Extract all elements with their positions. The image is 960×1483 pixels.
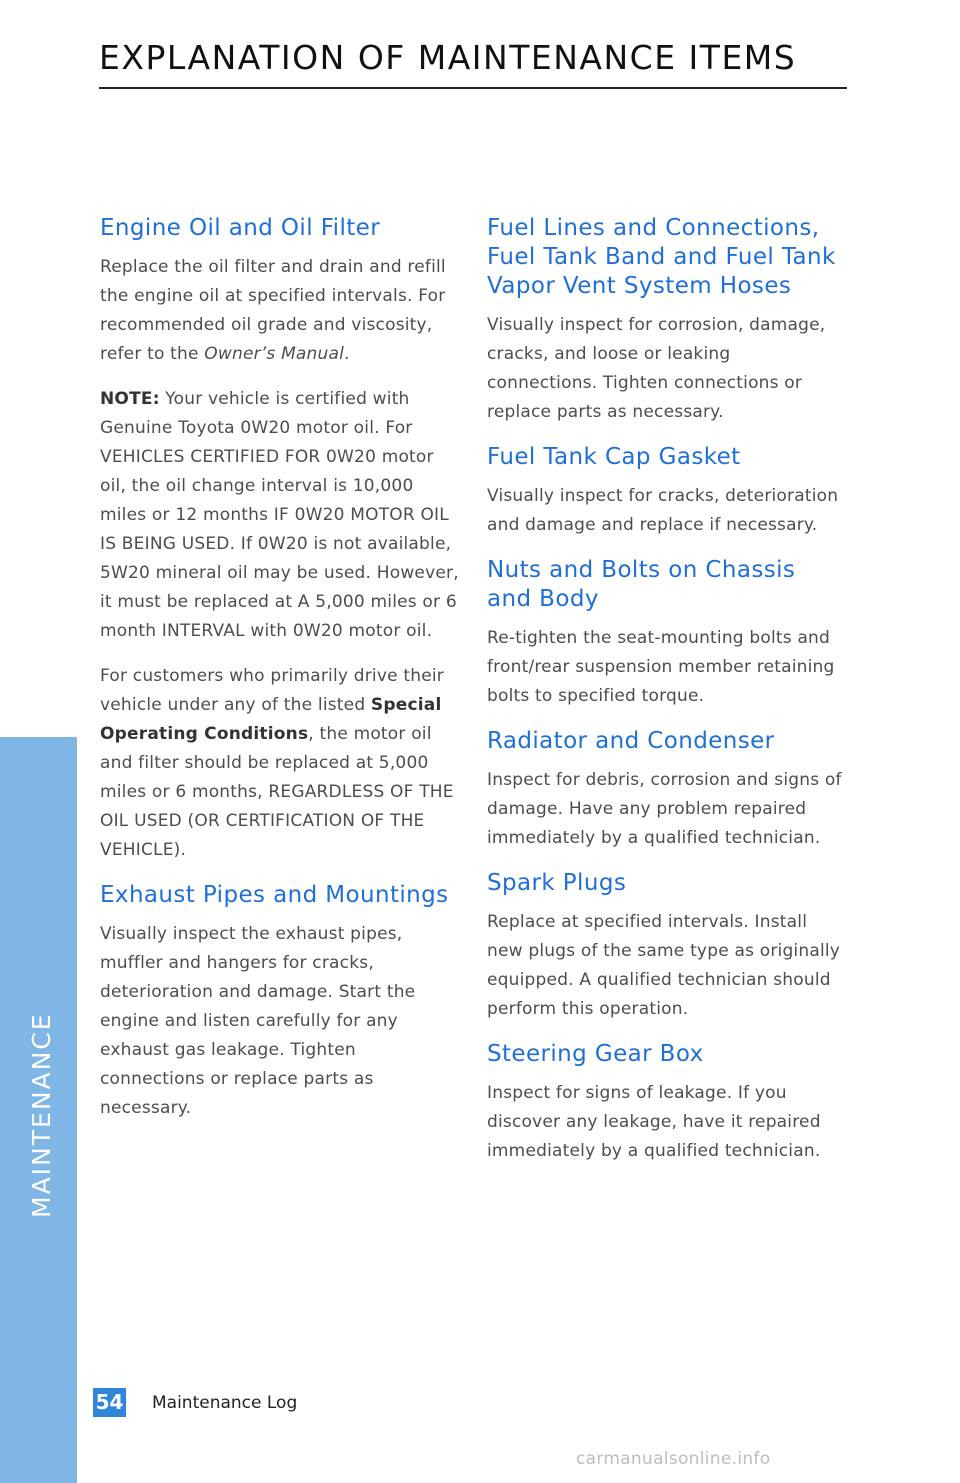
engine-oil-paragraph (100, 253, 462, 369)
special-conditions-text-b: , the motor oil and filter should be replaced at 5,000 miles or 6 months, REGARDLESS OF THE OIL USED (OR CERTIFICATION OF THE VEHICLE). (100, 724, 454, 860)
section-heading-radiator: Radiator and Condenser (487, 728, 775, 754)
owners-manual-reference: Owner’s Manual (204, 344, 345, 364)
section-heading-spark-plugs: Spark Plugs (487, 870, 627, 896)
section-heading-steering: Steering Gear Box (487, 1041, 704, 1067)
section-heading-engine-oil: Engine Oil and Oil Filter (100, 215, 381, 241)
section-heading-fuel-lines: Fuel Lines and Connections, Fuel Tank Band and Fuel Tank Vapor Vent System Hoses (487, 215, 836, 299)
steering-paragraph: Inspect for signs of leakage. If you discover any leakage, have it repaired immediately by a qualified technician. (487, 1083, 821, 1161)
special-conditions-text-a: For customers who primarily drive their vehicle under any of the listed (100, 666, 444, 715)
engine-oil-note (100, 385, 462, 646)
page-number-badge: 54 (93, 1388, 126, 1417)
note-text: Your vehicle is certified with Genuine Toyota 0W20 motor oil. For VEHICLES CERTIFIED FOR 0W20 motor oil, the oil change interval is 10,000 miles or 12 months IF 0W20 MOTOR OIL IS BEING USED. If 0W20 is not available, 5W20 mineral oil may be used. However, it must be replaced at A 5,000 miles or 6 month INTERVAL with 0W20 motor oil. (100, 389, 459, 641)
exhaust-paragraph: Visually inspect the exhaust pipes, muffler and hangers for cracks, deterioration and damage. Start the engine and listen carefully for any exhaust gas leakage. Tighten connections or replace parts as necessary. (100, 924, 416, 1118)
footer-label: Maintenance Log (152, 1393, 298, 1413)
radiator-paragraph: Inspect for debris, corrosion and signs of damage. Have any problem repaired immediately by a qualified technician. (487, 770, 842, 848)
section-spark-plugs (487, 869, 842, 1024)
section-heading-fuel-cap: Fuel Tank Cap Gasket (487, 444, 741, 470)
special-conditions-term: Special Operating Conditions (100, 695, 442, 744)
section-fuel-lines (487, 214, 842, 427)
nuts-bolts-paragraph: Re-tighten the seat-mounting bolts and front/rear suspension member retaining bolts to specified torque. (487, 628, 835, 706)
section-heading-exhaust: Exhaust Pipes and Mountings (100, 882, 449, 908)
special-conditions-paragraph (100, 662, 462, 865)
page-title: EXPLANATION OF MAINTENANCE ITEMS (99, 38, 797, 77)
spark-plugs-paragraph: Replace at specified intervals. Install new plugs of the same type as originally equipped. A qualified technician should perform this operation. (487, 912, 841, 1019)
section-fuel-cap (487, 443, 842, 540)
section-exhaust (100, 881, 462, 1123)
fuel-cap-paragraph: Visually inspect for cracks, deterioration and damage and replace if necessary. (487, 486, 839, 535)
section-heading-nuts-bolts: Nuts and Bolts on Chassis and Body (487, 557, 796, 612)
engine-oil-period: . (344, 344, 350, 364)
section-steering (487, 1040, 842, 1166)
sidebar-label: MAINTENANCE (27, 1012, 56, 1218)
watermark: carmanualsonline.info (576, 1449, 771, 1469)
fuel-lines-paragraph: Visually inspect for corrosion, damage, cracks, and loose or leaking connections. Tighten connections or replace parts as necessary. (487, 315, 826, 422)
note-label: NOTE: (100, 389, 160, 409)
engine-oil-text: Replace the oil filter and drain and refill the engine oil at specified intervals. For recommended oil grade and viscosity, refer to the (100, 257, 446, 364)
section-radiator (487, 727, 842, 853)
title-divider (99, 87, 847, 89)
section-nuts-bolts (487, 556, 842, 711)
section-engine-oil (100, 214, 462, 865)
left-column (100, 214, 462, 1139)
right-column (487, 214, 842, 1182)
